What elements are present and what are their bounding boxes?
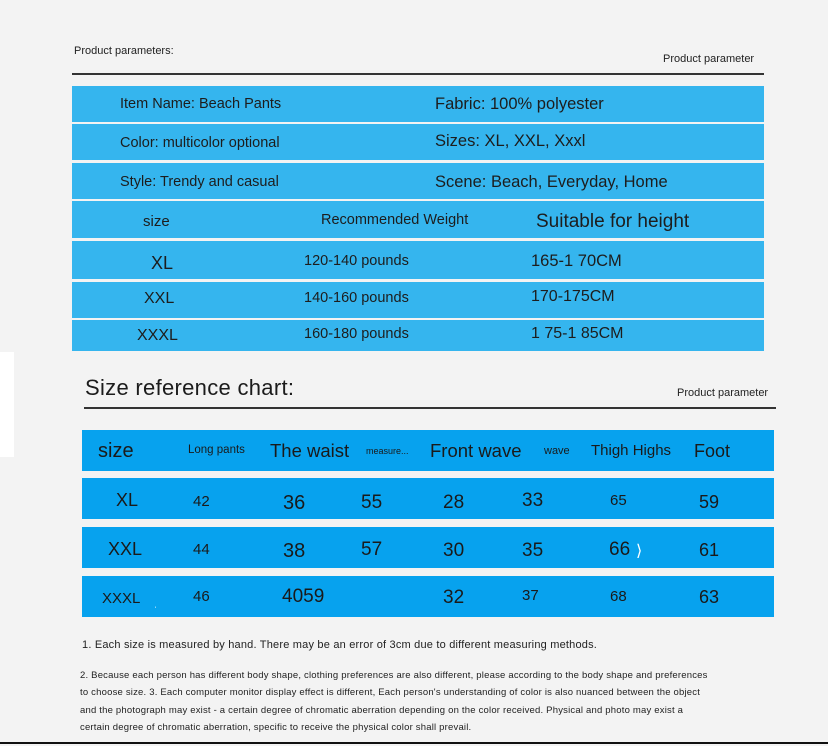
cell-foot: 63 bbox=[699, 587, 720, 607]
note-2-line: to choose size. 3. Each computer monitor display effect is different, Each person's understanding of color is also nuanced between the object bbox=[80, 687, 701, 698]
col-front-wave: Front wave bbox=[430, 440, 522, 461]
sizes: Sizes: XL, XXL, Xxxl bbox=[435, 132, 586, 150]
item-name: Item Name: Beach Pants bbox=[120, 96, 282, 112]
header-weight: Recommended Weight bbox=[321, 212, 469, 228]
cell-size: XXL bbox=[108, 539, 143, 559]
glyph-mark: ˌ bbox=[154, 598, 157, 608]
weight-header-row bbox=[72, 201, 764, 238]
cell-foot: 59 bbox=[699, 492, 720, 512]
section-tag: Product parameter bbox=[677, 387, 769, 399]
note-2-line: and the photograph may exist - a certain degree of chromatic aberration depending on the color received. Physical and photo may exist a bbox=[80, 705, 684, 716]
cell-waist: 38 bbox=[283, 540, 306, 562]
col-waist: The waist bbox=[270, 440, 350, 461]
header-height: Suitable for height bbox=[536, 211, 690, 232]
chart-header-row bbox=[82, 430, 774, 471]
weight-cell: 120-140 pounds bbox=[304, 253, 409, 269]
col-wave: wave bbox=[544, 445, 570, 457]
cell-waist: 4059 bbox=[282, 586, 325, 607]
col-thigh: Thigh Highs bbox=[591, 442, 672, 459]
weight-row bbox=[72, 241, 764, 279]
col-foot: Foot bbox=[694, 441, 731, 461]
chart-row bbox=[82, 527, 774, 568]
note-1: 1. Each size is measured by hand. There may be an error of 3cm due to different measuring methods. bbox=[82, 639, 598, 651]
col-size: size bbox=[98, 440, 134, 462]
glyph-mark: ⟩ bbox=[636, 543, 643, 560]
side-strip bbox=[0, 352, 14, 457]
weight-cell: 140-160 pounds bbox=[304, 290, 409, 306]
style: Style: Trendy and casual bbox=[120, 174, 279, 190]
header-size: size bbox=[143, 213, 170, 230]
cell-long-pants: 46 bbox=[193, 588, 210, 605]
header-divider bbox=[72, 73, 764, 75]
param-row bbox=[72, 124, 764, 160]
height-cell: 165-1 70CM bbox=[531, 252, 622, 270]
size-cell: XL bbox=[151, 253, 174, 273]
cell-front-wave: 30 bbox=[443, 540, 465, 561]
bottom-border bbox=[0, 742, 828, 744]
cell-thigh: 65 bbox=[610, 492, 627, 509]
weight-cell: 160-180 pounds bbox=[304, 326, 409, 342]
weight-row bbox=[72, 320, 764, 351]
cell-wave: 35 bbox=[522, 540, 544, 561]
cell-front-wave: 28 bbox=[443, 492, 465, 513]
col-long-pants: Long pants bbox=[188, 444, 245, 456]
chart-row bbox=[82, 478, 774, 519]
cell-waist: 36 bbox=[283, 492, 306, 514]
color: Color: multicolor optional bbox=[120, 135, 280, 151]
page-title: Product parameters: bbox=[74, 45, 174, 57]
scene: Scene: Beach, Everyday, Home bbox=[435, 173, 668, 191]
cell-thigh: 66 bbox=[609, 539, 631, 560]
cell-thigh: 68 bbox=[610, 588, 627, 605]
note-2-line: certain degree of chromatic aberration, specific to receive the physical color shall prevail. bbox=[80, 722, 472, 733]
note-2-line: 2. Because each person has different body shape, clothing preferences are also different, please according to the body shape and preferences bbox=[80, 670, 708, 681]
col-measure: measure... bbox=[366, 446, 409, 456]
cell-measure: 55 bbox=[361, 492, 383, 513]
param-row bbox=[72, 163, 764, 199]
cell-long-pants: 42 bbox=[193, 493, 210, 510]
weight-row bbox=[72, 282, 764, 318]
cell-long-pants: 44 bbox=[193, 541, 210, 558]
cell-wave: 33 bbox=[522, 490, 544, 511]
height-cell: 170-175CM bbox=[531, 288, 615, 305]
cell-foot: 61 bbox=[699, 540, 720, 560]
cell-measure: 57 bbox=[361, 539, 383, 560]
cell-wave: 37 bbox=[522, 587, 539, 604]
chart-row bbox=[82, 576, 774, 617]
section-title: Size reference chart: bbox=[85, 375, 295, 400]
cell-front-wave: 32 bbox=[443, 587, 465, 608]
cell-size: XL bbox=[116, 490, 139, 510]
size-cell: XXXL bbox=[137, 327, 178, 344]
fabric: Fabric: 100% polyester bbox=[435, 95, 604, 113]
chart-divider bbox=[84, 407, 776, 409]
param-row bbox=[72, 86, 764, 122]
cell-size: XXXL bbox=[102, 590, 141, 607]
size-cell: XXL bbox=[144, 290, 175, 307]
height-cell: 1 75-1 85CM bbox=[531, 325, 624, 342]
section-tag: Product parameter bbox=[663, 53, 755, 65]
